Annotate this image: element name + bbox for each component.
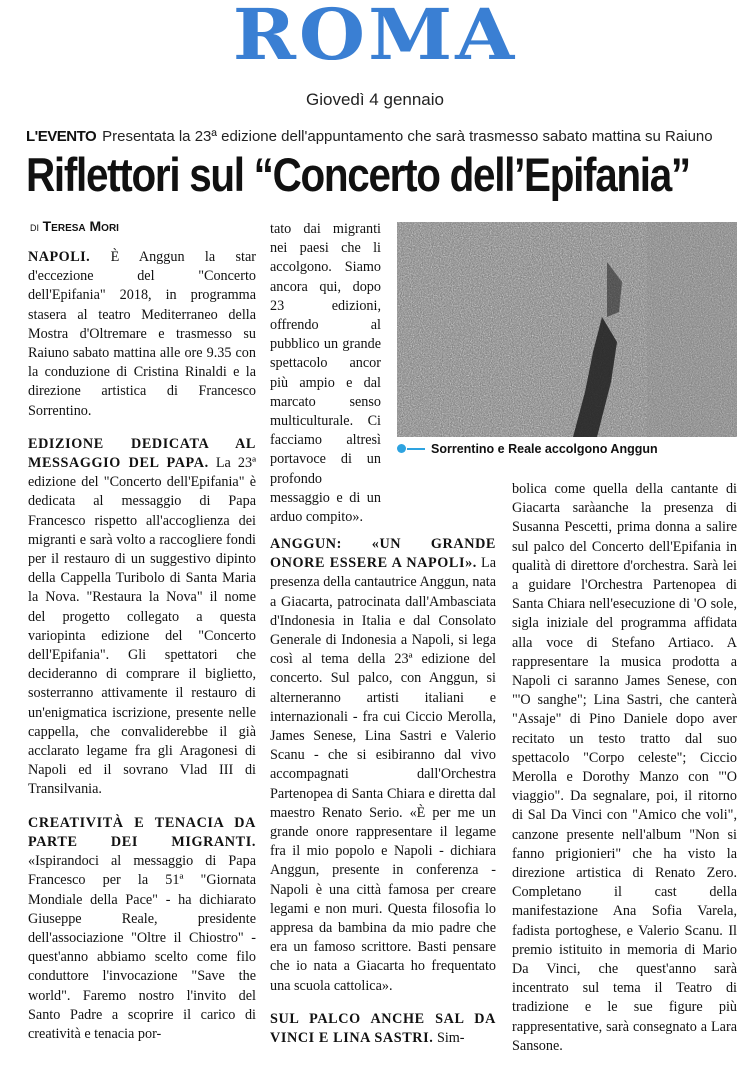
kicker — [26, 128, 738, 145]
paragraph-intro — [28, 248, 256, 421]
byline-author: Teresa Mori — [42, 218, 119, 234]
caption-bullet-icon — [397, 444, 406, 453]
paragraph-pope-text: La 23ª edizione del "Concerto dell'Epifania" è dedicata al messaggio di Papa Francesco rispetto all'accoglienza dei migranti e sarà volto a raccogliere fondi per il restauro di un suggestivo dipinto della Cappella Turibolo di Santa Maria la Nova. "Restaura la Nova" il nome del progetto collegato a questa variopinta edizione del "Concerto dell'Epifania". Gli spettatori che decideranno di comprare il biglietto, sosterranno attivamente il restauro di un'enigmatica iscrizione, presente nelle cappella, che convaliderebbe il già acclarato legame fra gli Aragonesi di Napoli ed il sovrano Vlad III di Transilvania. — [28, 455, 256, 798]
byline — [30, 218, 119, 234]
caption-text: Sorrentino e Reale accolgono Anggun — [431, 442, 658, 456]
article-column-2 — [270, 535, 496, 1062]
photo-caption — [397, 442, 658, 456]
subhead-pope: EDIZIONE DEDICATA AL MESSAGGIO DEL PAPA. — [28, 435, 256, 472]
byline-prefix: di — [30, 219, 39, 234]
paragraph-intro-text: È Anggun la star d'eccezione del "Concerto dell'Epifania" 2018, in programma stasera al teatro Mediterraneo della Mostra d'Oltremare e trasmesso su Raiuno sabato mattina alle ore 9.35 con la conduzione di Cristina Rinaldi e la direzione artistica di Francesco Sorrentino. — [28, 249, 256, 419]
paragraph-anggun-text: La presenza della cantautrice Anggun, nata a Giacarta, patrocinata dall'Ambasciata d'Indonesia in Italia e dal Consolato Generale di Indonesia a Napoli, si lega così al tema della 23ª edizione del concerto. Sul palco, con Anggun, si alterneranno artisti italiani e internazionali - fra cui Ciccio Merolla, James Senese, Lina Sastri e Valerio Scanu - che si esibiranno dal vivo accompagnati dall'Orchestra Partenopea di Santa Chiara e diretta dal maestro Renato Serio. «È per me un grande onore rappresentare il legame fra il mio popolo e Napoli - dichiara Anggun, presente in conferenza - Napoli è una città famosa per creare legami e non muri. Questa filosofia lo appresa da bambina da mio padre che era un famoso scrittore. Basti pensare che io nata a Giacarta ho frequentato una scuola cattolica». — [270, 555, 496, 994]
subhead-migrants: CREATIVITÀ E TENACIA DA PARTE DEI MIGRANTI. — [28, 814, 256, 850]
kicker-tag: L'EVENTO — [26, 128, 97, 145]
dateline-city: NAPOLI. — [28, 249, 91, 265]
article-column-3 — [512, 480, 737, 1070]
paragraph-palco-text: Sim- — [433, 1030, 465, 1047]
subhead-anggun: ANGGUN: «UN GRANDE ONORE ESSERE A NAPOLI». — [270, 536, 496, 572]
newspaper-logo: ROMA — [232, 0, 518, 76]
paragraph-cast: bolica come quella della cantante di Giacarta saràanche la presenza di Susanna Pescetti, prima donna a salire sul palco del Concerto dell'Epifania in qualità di direttore d'orchestra. Sarà lei a guidare l'Orchestra Partenopea di Santa Chiara nell'esecuzione di 'O sole, sigla iniziale del programma affidata alla voce di Stefano Artiaco. A rappresentare la musica prodotta a Napoli ci saranno James Senese, con "'O sanghe"; Lina Sastri, che canterà "Assaje" di Pino Daniele dopo aver recitato un testo tratto dal suo spettacolo "Corpo celeste"; Ciccio Merolla e Dorothy Manzo con "'O viaggio". Da segnalare, poi, il ritorno di Sal Da Vinci con "Amico che voli", canzone presente nell'album "Non si fanno prigionieri" che ha visto la direzione artistica di Renato Zero. Completano il cast della manifestazione Ana Sofia Varela, fadista portoghese, e Valerio Scanu. Il premio istituito in memoria di Mario Da Vinci, che quest'anno sarà incentrato sul tema il Teatro di tradizione e le sue figure più rappresentative, sarà consegnato a Lara Sansone. — [512, 481, 737, 1054]
paragraph-palco — [270, 1010, 496, 1048]
paragraph-migrants-text: «Ispirandoci al messaggio di Papa Francesco per la 51ª "Giornata Mondiale della Pace" - ha dichiarato Giuseppe Reale, presidente dell'associazione "Oltre il Chiostro" - quest'anno abbiamo scelto come filo conduttore l'invocazione "Save the world". Faremo nostro l'invito del Santo Padre a scoprire il carico di creatività e tenacia por- — [28, 853, 256, 1042]
photo-image — [397, 222, 737, 437]
kicker-text: Presentata la 23ª edizione dell'appuntamento che sarà trasmesso sabato mattina su Raiuno — [102, 128, 713, 145]
masthead — [0, 0, 750, 82]
caption-rule — [407, 448, 425, 450]
article-column-1 — [28, 248, 256, 1058]
subhead-palco: SUL PALCO ANCHE SAL DA VINCI E LINA SASTRI. — [270, 1010, 496, 1047]
paragraph-migrants — [28, 814, 256, 1044]
article-photo — [397, 222, 737, 437]
paragraph-continuation: tato dai migranti nei paesi che li accolgono. Siamo ancora qui, dopo 23 edizioni, offrendo al pubblico un grande spettacolo ancor più ampio e dal marcato senso multiculturale. Ci facciamo altresì portavoce di un profondo messaggio e di un arduo compito». — [270, 221, 381, 526]
issue-date: Giovedì 4 gennaio — [306, 90, 444, 109]
paragraph-pope — [28, 435, 256, 800]
headline: Riflettori sul “Concerto dell’Epifania” — [26, 148, 690, 201]
paragraph-anggun — [270, 535, 496, 996]
article-column-2-top — [270, 220, 381, 541]
